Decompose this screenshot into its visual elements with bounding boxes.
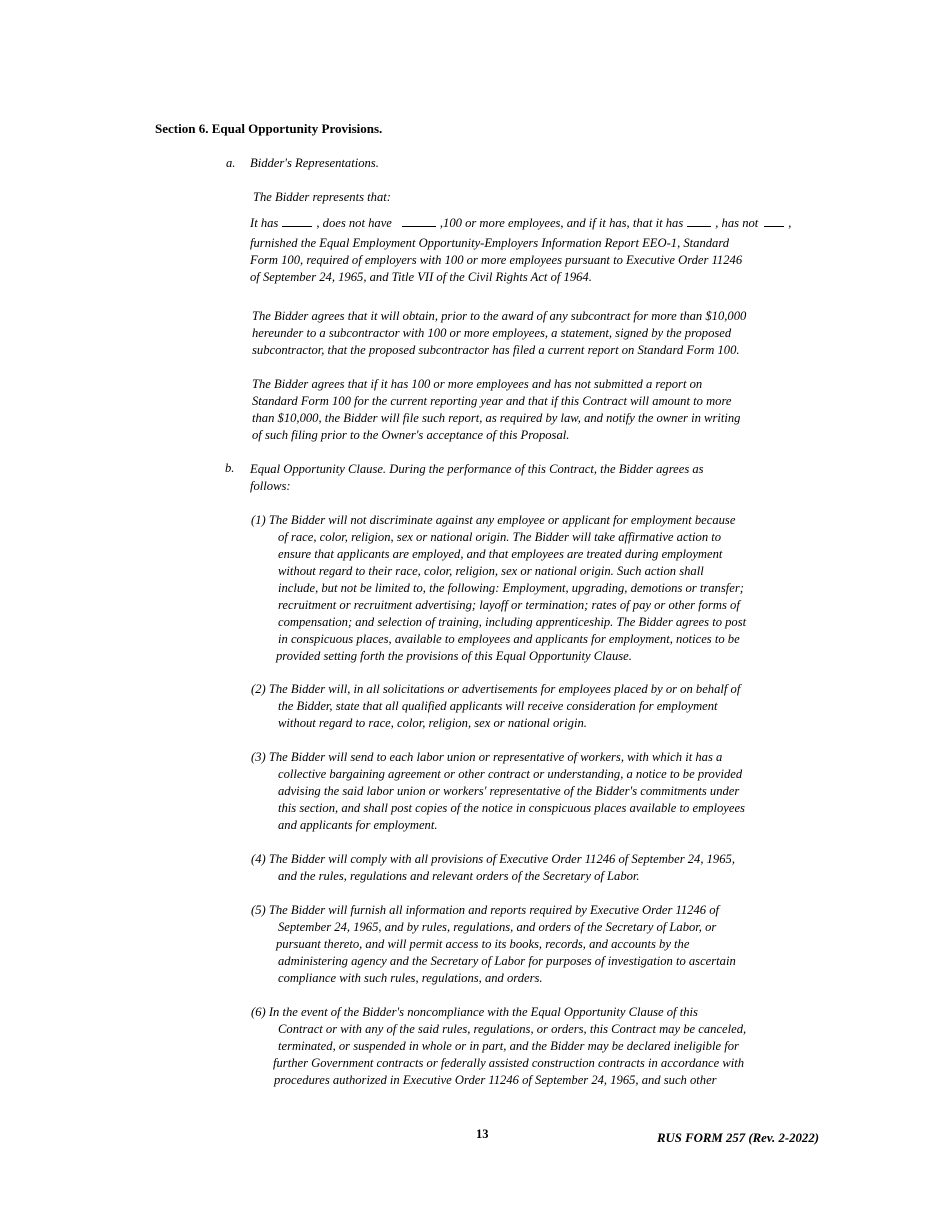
section-heading: Section 6. Equal Opportunity Provisions. (155, 121, 383, 136)
representation-line: It has , does not have ,100 or more employees, and if it has, that it has , has not , (250, 216, 792, 230)
report-paragraph: The Bidder agrees that if it has 100 or more employees and has not submitted a report on Standard Form 100 for the current reporting year and that if this Contract will amount to more than $10,000, the Bidder will file such report, as required by law, and notify the owner in writing of such filing prior to the Owner's acceptance of this Proposal. (252, 377, 741, 442)
clause-item-5: (5) The Bidder will furnish all information and reports required by Executive Order 11246 of September 24, 1965, and by rules, regulations, and orders of the Secretary of Labor, or pursuant thereto, and will permit access to its books, records, and accounts by the administering agency and the Secretary of Labor for purposes of investigation to ascertain compliance with such rules, regulations, and orders. (251, 903, 736, 985)
form-identifier: RUS FORM 257 (Rev. 2-2022) (657, 1131, 819, 1145)
part-b-marker: b. (225, 461, 235, 475)
has-blank[interactable] (282, 225, 312, 227)
clause-item-1: (1) The Bidder will not discriminate against any employee or applicant for employment because of race, color, religion, sex or national origin. The Bidder will take affirmative action to ensure that applicants are employed, and that employees are treated during employment without regard to their race, color, religion, sex or national origin. Such action shall include, but not be limited to, the following: Employment, upgrading, demotions or transfer; recruitment or recruitment advertising; layoff or termination; rates of pay or other forms of compensation; and selection of training, including apprenticeship. The Bidder agrees to post in conspicuous places, available to employees and applicants for employment, notices to be provided setting forth the provisions of this Equal Opportunity Clause. (251, 513, 747, 663)
clause-item-4: (4) The Bidder will comply with all provisions of Executive Order 11246 of September 24, 1965, and the rules, regulations and relevant orders of the Secretary of Labor. (251, 852, 735, 883)
does-not-have-blank[interactable] (402, 225, 436, 227)
part-b-intro: Equal Opportunity Clause. During the performance of this Contract, the Bidder agrees as follows: (250, 462, 704, 493)
part-a-title: Bidder's Representations. (250, 156, 379, 170)
representation-body: furnished the Equal Employment Opportunity-Employers Information Report EEO-1, Standard Form 100, required of employers with 100 or more employees pursuant to Executive Order 11246 of September 24, 1965, and Title VII of the Civil Rights Act of 1964. (250, 236, 743, 284)
clause-item-2: (2) The Bidder will, in all solicitations or advertisements for employees placed by or on behalf of the Bidder, state that all qualified applicants will receive consideration for employment without regard to race, color, religion, sex or national origin. (251, 682, 741, 730)
page-number: 13 (476, 1127, 489, 1141)
subcontract-paragraph: The Bidder agrees that it will obtain, prior to the award of any subcontract for more than $10,000 hereunder to a subcontractor with 100 or more employees, a statement, signed by the proposed subcontractor, that the proposed subcontractor has filed a current report on Standard Form 100. (252, 309, 747, 357)
clause-item-6: (6) In the event of the Bidder's noncompliance with the Equal Opportunity Clause of this Contract or with any of the said rules, regulations, or orders, this Contract may be canceled, terminated, or suspended in whole or in part, and the Bidder may be declared ineligible for further Government contracts or federally assisted construction contracts in accordance with procedures authorized in Executive Order 11246 of September 24, 1965, and such other (251, 1005, 747, 1087)
has-not-blank[interactable] (764, 225, 784, 227)
part-a-marker: a. (226, 156, 236, 170)
part-a-intro: The Bidder represents that: (253, 190, 391, 204)
clause-item-3: (3) The Bidder will send to each labor union or representative of workers, with which it has a collective bargaining agreement or other contract or understanding, a notice to be provided advising the said labor union or workers' representative of the Bidder's commitments under this section, and shall post copies of the notice in conspicuous places available to employees and applicants for employment. (251, 750, 745, 832)
it-has-blank[interactable] (687, 225, 711, 227)
